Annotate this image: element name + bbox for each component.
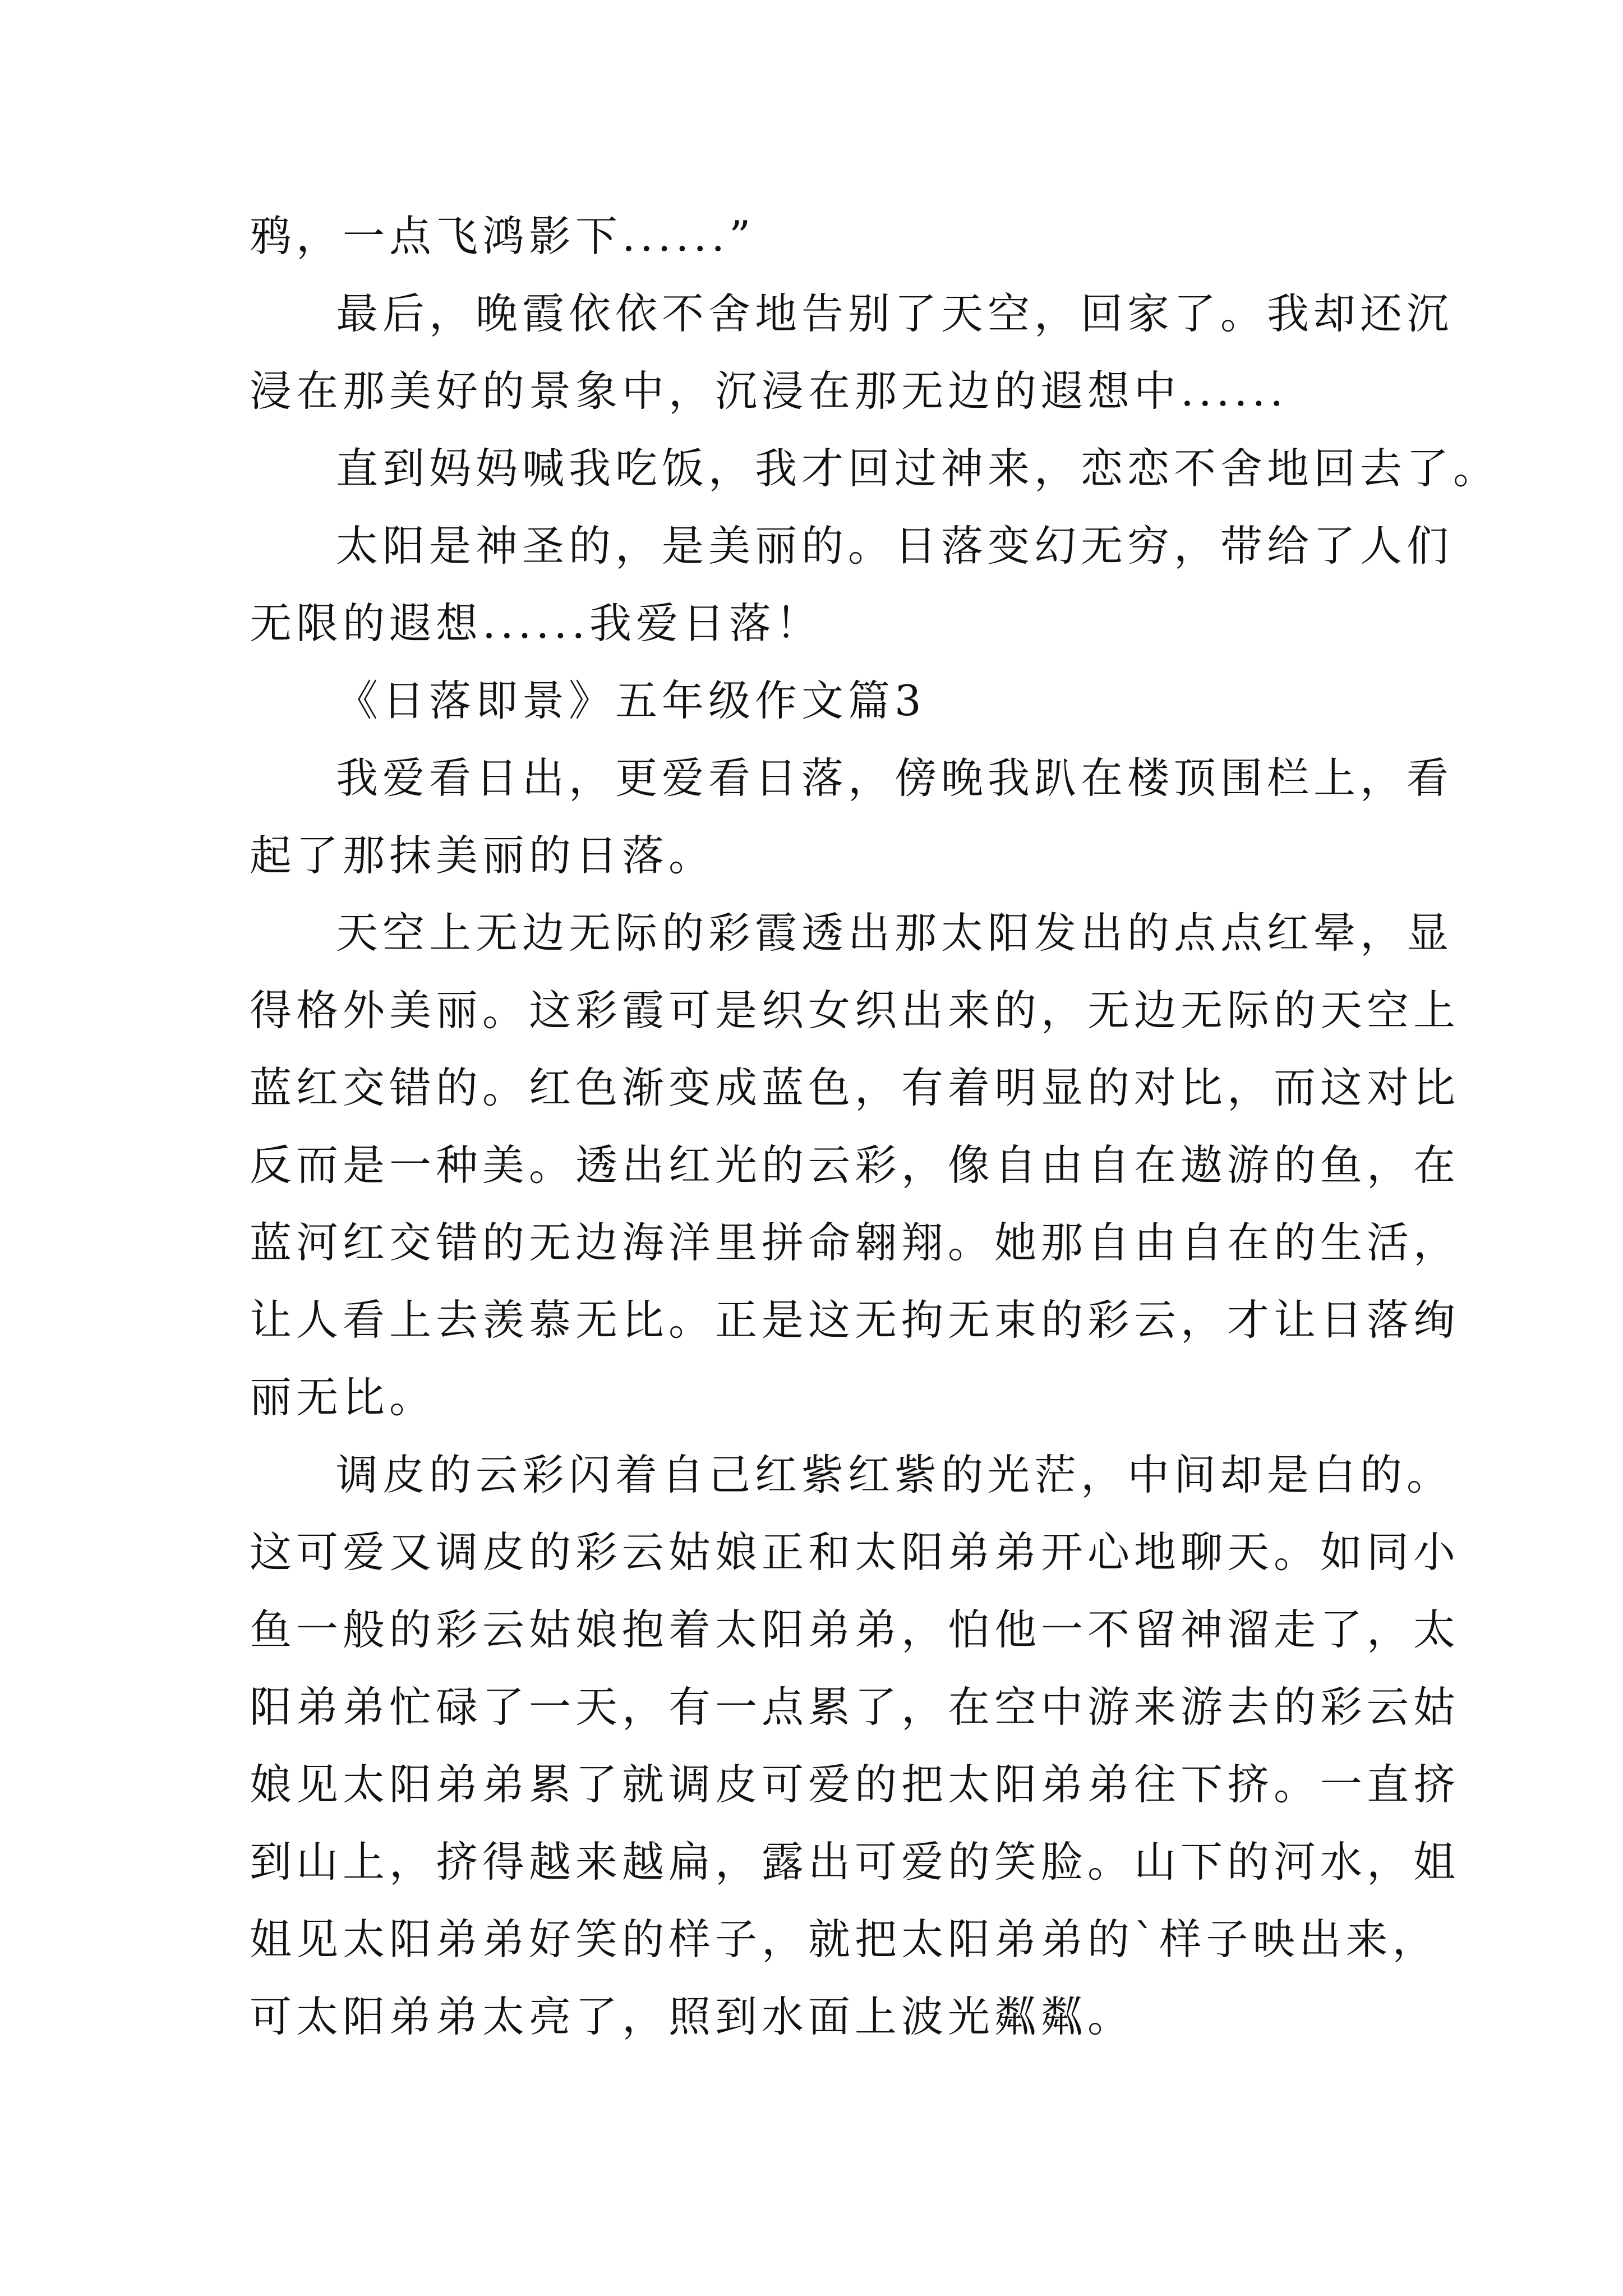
text-line: 蓝河红交错的无边海洋里拼命翱翔。她那自由自在的生活， — [250, 1218, 1460, 1267]
text-line: 姐见太阳弟弟好笑的样子，就把太阳弟弟的`样子映出来， — [250, 1915, 1439, 1964]
text-line: 调皮的云彩闪着自己红紫红紫的光茫，中间却是白的。 — [336, 1450, 1454, 1499]
text-line: 丽无比。 — [250, 1373, 436, 1422]
text-line: 反而是一种美。透出红光的云彩，像自由自在遨游的鱼，在 — [250, 1140, 1460, 1190]
text-line: 直到妈妈喊我吃饭，我才回过神来，恋恋不舍地回去了。 — [336, 444, 1500, 493]
section-heading: 《日落即景》五年级作文篇3 — [336, 676, 926, 725]
text-line: 天空上无边无际的彩霞透出那太阳发出的点点红晕，显 — [336, 908, 1454, 958]
text-line: 起了那抹美丽的日落。 — [250, 831, 716, 880]
text-line: 让人看上去羡慕无比。正是这无拘无束的彩云，才让日落绚 — [250, 1295, 1460, 1345]
document-body — [250, 197, 1500, 2055]
text-line: 阳弟弟忙碌了一天，有一点累了，在空中游来游去的彩云姑 — [250, 1682, 1460, 1732]
text-line: 蓝红交错的。红色渐变成蓝色，有着明显的对比，而这对比 — [250, 1063, 1460, 1112]
text-line: 娘见太阳弟弟累了就调皮可爱的把太阳弟弟往下挤。一直挤 — [250, 1760, 1460, 1809]
text-line: 浸在那美好的景象中，沉浸在那无边的遐想中...... — [250, 366, 1288, 416]
text-line: 最后，晚霞依依不舍地告别了天空，回家了。我却还沉 — [336, 289, 1454, 338]
text-line: 无限的遐想......我爱日落！ — [250, 599, 823, 648]
text-line: 可太阳弟弟太亮了，照到水面上波光粼粼。 — [250, 1992, 1135, 2041]
text-line: 得格外美丽。这彩霞可是织女织出来的，无边无际的天空上 — [250, 986, 1460, 1035]
text-line: 鸦，一点飞鸿影下......” — [250, 211, 755, 261]
text-line: 太阳是神圣的，是美丽的。日落变幻无穷，带给了人们 — [336, 521, 1454, 570]
text-line: 鱼一般的彩云姑娘抱着太阳弟弟，怕他一不留神溜走了，太 — [250, 1605, 1460, 1654]
text-line: 我爱看日出，更爱看日落，傍晚我趴在楼顶围栏上，看 — [336, 753, 1454, 803]
text-line: 这可爱又调皮的彩云姑娘正和太阳弟弟开心地聊天。如同小 — [250, 1527, 1460, 1577]
text-line: 到山上，挤得越来越扁，露出可爱的笑脸。山下的河水，姐 — [250, 1837, 1460, 1887]
